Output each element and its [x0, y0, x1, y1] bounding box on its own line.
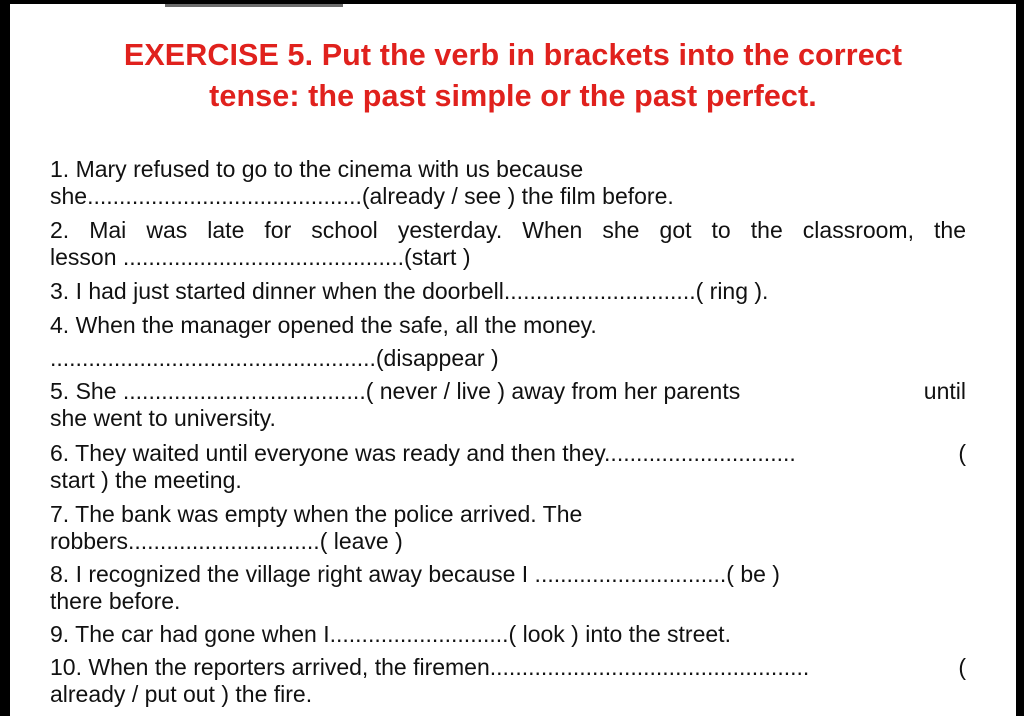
exercise-1-line-1: 1. Mary refused to go to the cinema with us because [50, 156, 584, 182]
exercise-6-line-2: start ) the meeting. [50, 467, 242, 493]
exercise-7-line-1: 7. The bank was empty when the police arrived. The [50, 501, 583, 527]
exercise-item-4 [50, 312, 966, 372]
exercise-10-line-2: already / put out ) the fire. [50, 681, 313, 707]
exercise-1-line-2: she...........................................(already / see ) the film before. [50, 183, 674, 209]
exercise-4-line-2: ...................................................(disappear ) [50, 345, 499, 371]
exercise-2-line-2: lesson ............................................(start ) [50, 244, 471, 270]
exercise-10-line-1-start: 10. When the reporters arrived, the firemen.................................................. [50, 654, 810, 680]
exercise-5-line-2: she went to university. [50, 405, 276, 431]
exercise-5-line-1 [50, 378, 966, 405]
exercise-item-2 [50, 217, 966, 271]
exercise-item-1 [50, 156, 966, 210]
exercise-3-line-1: 3. I had just started dinner when the doorbell..............................( ring ). [50, 278, 769, 304]
exercise-6-line-1 [50, 440, 966, 467]
exercise-6-line-1-end: ( [958, 440, 966, 466]
exercise-item-6 [50, 440, 966, 494]
exercise-10-line-1-end: ( [958, 654, 966, 680]
title-line-2: tense: the past simple or the past perfect. [209, 79, 817, 113]
worksheet-page [10, 4, 1016, 716]
top-border-strip [165, 4, 343, 7]
title-line-1: EXERCISE 5. Put the verb in brackets into the correct [123, 38, 903, 72]
exercise-item-3 [50, 278, 966, 305]
exercise-item-8 [50, 561, 966, 615]
exercise-5-line-1-end: until [923, 378, 966, 404]
exercise-4-line-1: 4. When the manager opened the safe, all the money. [50, 312, 597, 338]
exercise-2-line-1: 2. Mai was late for school yesterday. When she got to the classroom, the [50, 217, 966, 243]
exercise-8-line-2: there before. [50, 588, 181, 614]
exercise-9-line-1: 9. The car had gone when I............................( look ) into the street. [50, 621, 731, 647]
exercise-item-5 [50, 378, 966, 432]
exercise-item-7 [50, 501, 966, 555]
exercise-title [30, 35, 996, 117]
exercise-item-9 [50, 621, 966, 648]
exercise-item-10 [50, 654, 966, 708]
exercise-8-line-1: 8. I recognized the village right away because I ..............................( be ) [50, 561, 780, 587]
exercise-10-line-1 [50, 654, 966, 681]
exercise-7-line-2: robbers..............................( leave ) [50, 528, 403, 554]
exercise-6-line-1-start: 6. They waited until everyone was ready and then they.............................. [50, 440, 796, 466]
exercise-5-line-1-start: 5. She ......................................( never / live ) away from her parents [50, 378, 741, 404]
